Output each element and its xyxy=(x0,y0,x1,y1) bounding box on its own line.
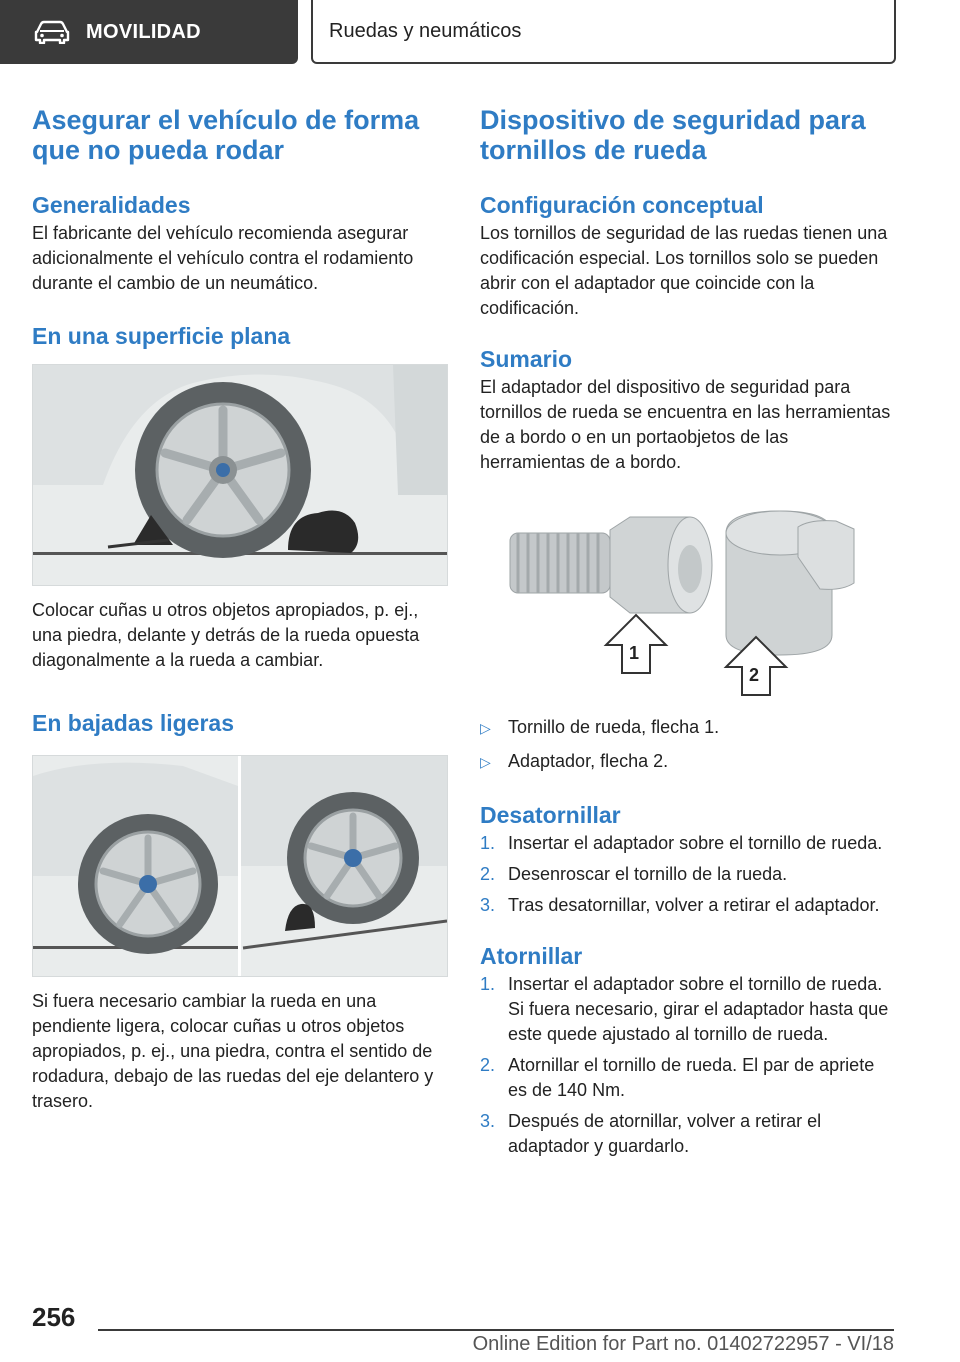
step-text: Desenroscar el tornillo de la rueda. xyxy=(508,864,788,884)
step-number: 1. xyxy=(480,833,496,853)
step-number: 3. xyxy=(480,1111,496,1131)
concept-text: Los tornillos de seguridad de las ruedas tienen una codificación especial. Los tornillos solo se pueden abrir con el adaptador que coincide con la codificación. xyxy=(480,223,888,318)
summary-text: El adaptador del dispositivo de seguridad para tornillos de rueda se encuentra en las herramientas de a bordo o en un portaobjetos de las herramientas de a bordo. xyxy=(480,377,891,472)
heading-secure-vehicle: Asegurar el vehículo de forma que no pueda rodar xyxy=(32,105,420,165)
step-text: Insertar el adaptador sobre el tornillo de rueda. Si fuera necesario, girar el adaptador hasta que este quede ajustado al tornillo de rueda. xyxy=(508,974,889,1044)
section-title: MOVILIDAD xyxy=(86,20,201,43)
list-item xyxy=(480,972,896,1047)
left-column xyxy=(32,100,448,1114)
screw-steps xyxy=(480,972,896,1159)
unscrew-steps xyxy=(480,831,896,918)
step-number: 2. xyxy=(480,864,496,884)
legend-bolt: Tornillo de rueda, flecha 1. xyxy=(508,717,720,737)
general-text: El fabricante del vehículo recomienda asegurar adicionalmente el vehículo contra el rodamiento durante el cambio de un neumático. xyxy=(32,223,414,293)
list-item xyxy=(480,715,896,741)
figure-wheel-slope xyxy=(32,755,448,977)
car-icon xyxy=(34,20,70,44)
step-number: 3. xyxy=(480,895,496,915)
heading-unscrew: Desatornillar xyxy=(480,802,621,828)
step-text: Tras desatornillar, volver a retirar el adaptador. xyxy=(508,895,880,915)
list-item xyxy=(480,749,896,775)
list-item xyxy=(480,831,896,856)
heading-concept: Configuración conceptual xyxy=(480,192,764,218)
header-section-tab xyxy=(0,0,298,64)
legend-list xyxy=(480,715,896,775)
list-item xyxy=(480,862,896,887)
heading-flat-surface: En una superficie plana xyxy=(32,323,291,349)
figure-wheel-flat xyxy=(32,364,448,586)
slope-text: Si fuera necesario cambiar la rueda en una pendiente ligera, colocar cuñas u otros objetos apropiados, p. ej., una piedra, contra el sentido de rodadura, debajo de las ruedas del eje delantero y trasero. xyxy=(32,991,434,1111)
heading-slope: En bajadas ligeras xyxy=(32,710,234,736)
heading-screw: Atornillar xyxy=(480,943,583,969)
chapter-title: Ruedas y neumáticos xyxy=(329,19,522,42)
chapter-header xyxy=(311,0,896,64)
step-text: Insertar el adaptador sobre el tornillo de rueda. xyxy=(508,833,883,853)
legend-adapter: Adaptador, flecha 2. xyxy=(508,751,669,771)
triangle-bullet-icon: ▷ xyxy=(480,720,491,736)
step-number: 1. xyxy=(480,974,496,994)
heading-summary: Sumario xyxy=(480,346,573,372)
triangle-bullet-icon: ▷ xyxy=(480,754,491,770)
figure-bolt-adapter xyxy=(480,495,896,705)
right-column xyxy=(480,100,896,1159)
step-text: Atornillar el tornillo de rueda. El par de apriete es de 140 Nm. xyxy=(508,1055,875,1100)
step-number: 2. xyxy=(480,1055,496,1075)
footer-edition: Online Edition for Part no. 01402722957 - VI/18 xyxy=(472,1333,894,1355)
page-number: 256 xyxy=(32,1302,76,1332)
flat-text: Colocar cuñas u otros objetos apropiados, p. ej., una piedra, delante y detrás de la rueda opuesta diagonalmente a la rueda a cambiar. xyxy=(32,600,420,670)
step-text: Después de atornillar, volver a retirar el adaptador y guardarlo. xyxy=(508,1111,822,1156)
arrow-1-label: 1 xyxy=(629,643,640,663)
list-item xyxy=(480,1109,896,1159)
heading-general: Generalidades xyxy=(32,192,191,218)
arrow-2-label: 2 xyxy=(749,665,760,685)
list-item xyxy=(480,1053,896,1103)
list-item xyxy=(480,893,896,918)
footer-divider xyxy=(98,1329,894,1331)
heading-wheel-lock: Dispositivo de seguridad para tornillos de rueda xyxy=(480,105,866,165)
